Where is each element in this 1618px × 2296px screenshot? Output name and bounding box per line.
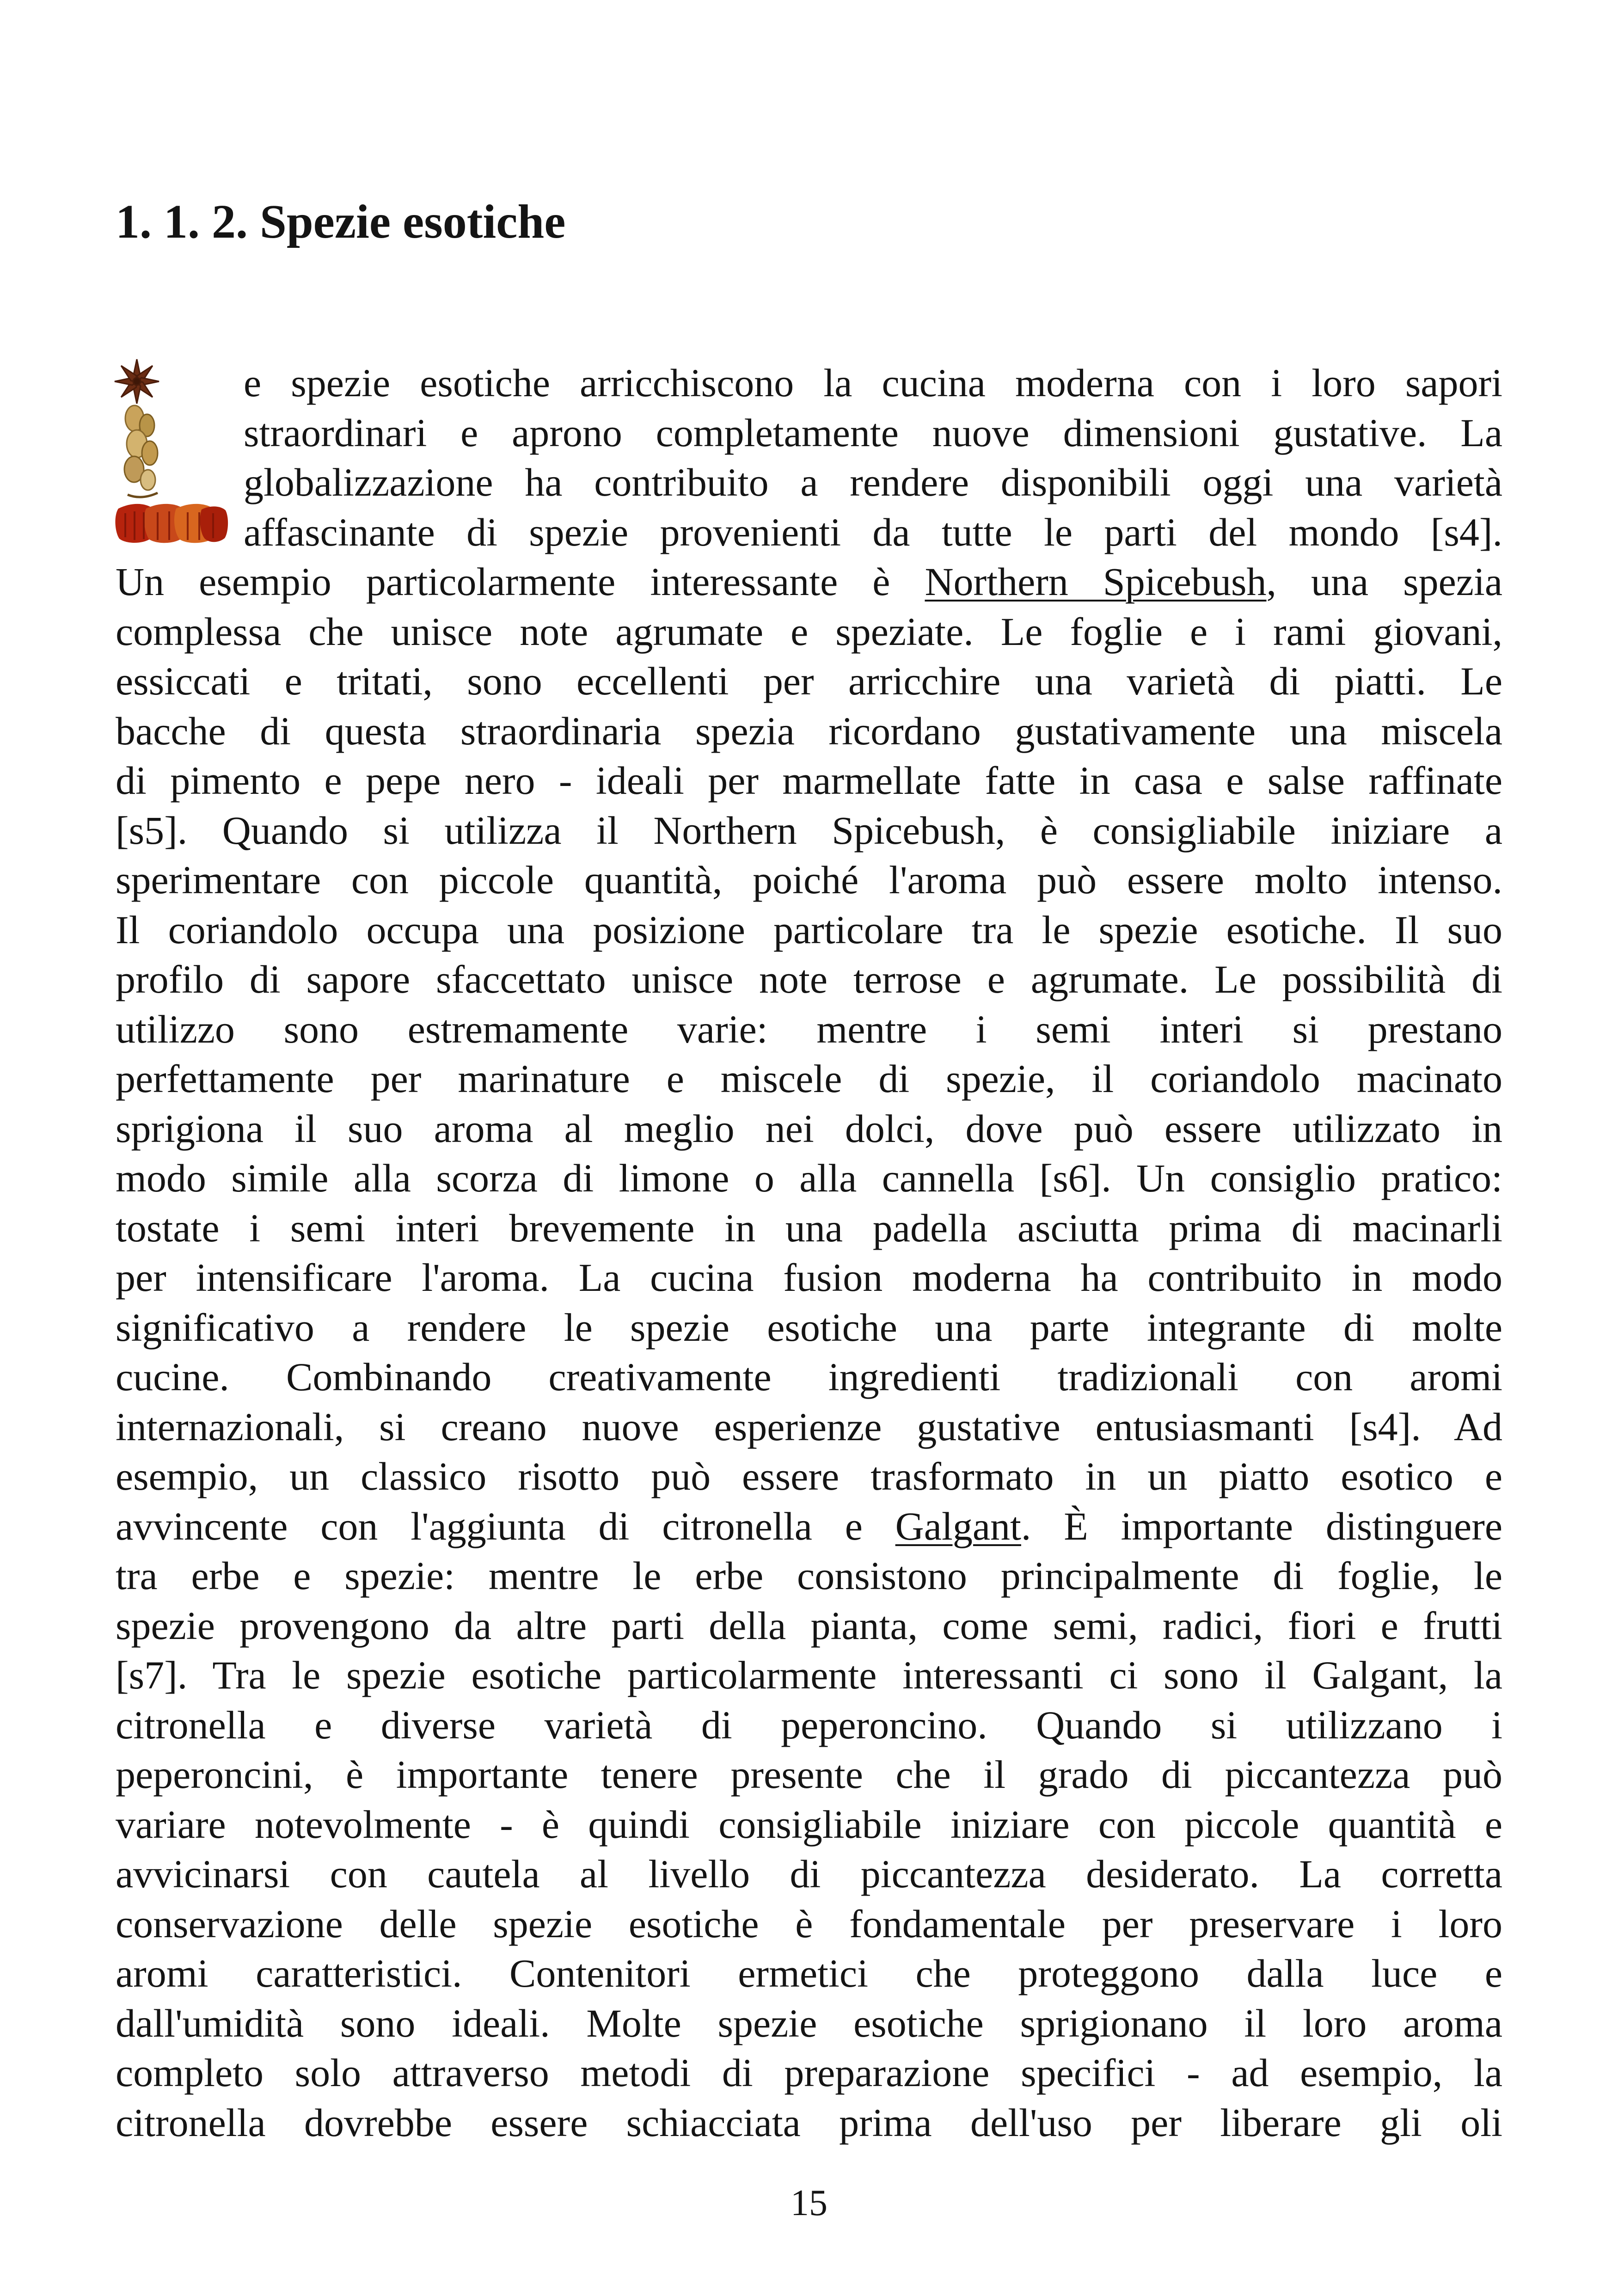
text-line: per intensificare l'aroma. La cucina fusion moderna ha contribuito in modo — [116, 1255, 1502, 1300]
text-line: [s5]. Quando si utilizza il Northern Spicebush, è consigliabile iniziare a — [116, 808, 1502, 853]
text-line: complessa che unisce note agrumate e speziate. Le foglie e i rami giovani, — [116, 609, 1502, 654]
text-line — [116, 1502, 1502, 1552]
text-line: variare notevolmente - è quindi consigliabile iniziare con piccole quantità e — [116, 1802, 1502, 1847]
text-line: affascinante di spezie provenienti da tutte le parti del mondo [s4]. — [244, 510, 1502, 554]
text-line: dall'umidità sono ideali. Molte spezie esotiche sprigionano il loro aroma — [116, 2001, 1502, 2045]
text-line: sprigiona il suo aroma al meglio nei dolci, dove può essere utilizzato in — [116, 1106, 1502, 1151]
text-line: conservazione delle spezie esotiche è fondamentale per preservare i loro — [116, 1901, 1502, 1946]
text-line: Il coriandolo occupa una posizione particolare tra le spezie esotiche. Il suo — [116, 907, 1502, 952]
text-line: utilizzo sono estremamente varie: mentre i semi interi si prestano — [116, 1007, 1502, 1051]
text-line: e spezie esotiche arricchiscono la cucina moderna con i loro sapori — [244, 361, 1502, 405]
text-segment: avvincente con l'aggiunta di citronella e — [116, 1504, 895, 1548]
galgant-link[interactable]: Galgant — [895, 1504, 1021, 1548]
text-line: citronella dovrebbe essere schiacciata prima dell'uso per liberare gli oli — [116, 2100, 1502, 2145]
text-segment: . È importante distinguere — [1021, 1504, 1502, 1548]
northern-spicebush-link[interactable]: Northern Spicebush — [925, 559, 1267, 604]
text-line: globalizzazione ha contribuito a rendere disponibili oggi una varietà — [244, 460, 1502, 504]
text-line: bacche di questa straordinaria spezia ricordano gustativamente una miscela — [116, 708, 1502, 753]
page-number: 15 — [791, 2183, 827, 2223]
text-line: tostate i semi interi brevemente in una padella asciutta prima di macinarli — [116, 1205, 1502, 1250]
text-line: cucine. Combinando creativamente ingredienti tradizionali con aromi — [116, 1355, 1502, 1399]
body-paragraph — [116, 358, 1502, 2148]
text-segment: , una spezia — [1266, 559, 1502, 604]
text-line: spezie provengono da altre parti della pianta, come semi, radici, fiori e frutti — [116, 1603, 1502, 1648]
text-line: perfettamente per marinature e miscele di spezie, il coriandolo macinato — [116, 1056, 1502, 1101]
text-line: avvicinarsi con cautela al livello di piccantezza desiderato. La corretta — [116, 1852, 1502, 1896]
text-line: aromi caratteristici. Contenitori ermetici che proteggono dalla luce e — [116, 1951, 1502, 1995]
text-line: internazionali, si creano nuove esperienze gustative entusiasmanti [s4]. Ad — [116, 1404, 1502, 1449]
text-line: esempio, un classico risotto può essere trasformato in un piatto esotico e — [116, 1454, 1502, 1498]
text-line: sperimentare con piccole quantità, poiché l'aroma può essere molto intenso. — [116, 858, 1502, 902]
text-line: [s7]. Tra le spezie esotiche particolarmente interessanti ci sono il Galgant, la — [116, 1653, 1502, 1697]
text-line: straordinari e aprono completamente nuove dimensioni gustative. La — [244, 410, 1502, 455]
text-line: modo simile alla scorza di limone o alla cannella [s6]. Un consiglio pratico: — [116, 1156, 1502, 1200]
text-line: tra erbe e spezie: mentre le erbe consistono principalmente di foglie, le — [116, 1553, 1502, 1598]
text-line: di pimento e pepe nero - ideali per marmellate fatte in casa e salse raffinate — [116, 758, 1502, 803]
text-line — [116, 557, 1502, 607]
text-line: essiccati e tritati, sono eccellenti per arricchire una varietà di piatti. Le — [116, 659, 1502, 703]
text-line: peperoncini, è importante tenere presente che il grado di piccantezza può — [116, 1752, 1502, 1797]
text-line: completo solo attraverso metodi di preparazione specifici - ad esempio, la — [116, 2050, 1502, 2095]
text-line: profilo di sapore sfaccettato unisce note terrose e agrumate. Le possibilità di — [116, 957, 1502, 1001]
section-heading: 1. 1. 2. Spezie esotiche — [116, 195, 566, 248]
text-segment: Un esempio particolarmente interessante è — [116, 559, 925, 604]
text-line: significativo a rendere le spezie esotiche una parte integrante di molte — [116, 1305, 1502, 1350]
text-line: citronella e diverse varietà di peperoncino. Quando si utilizzano i — [116, 1702, 1502, 1747]
